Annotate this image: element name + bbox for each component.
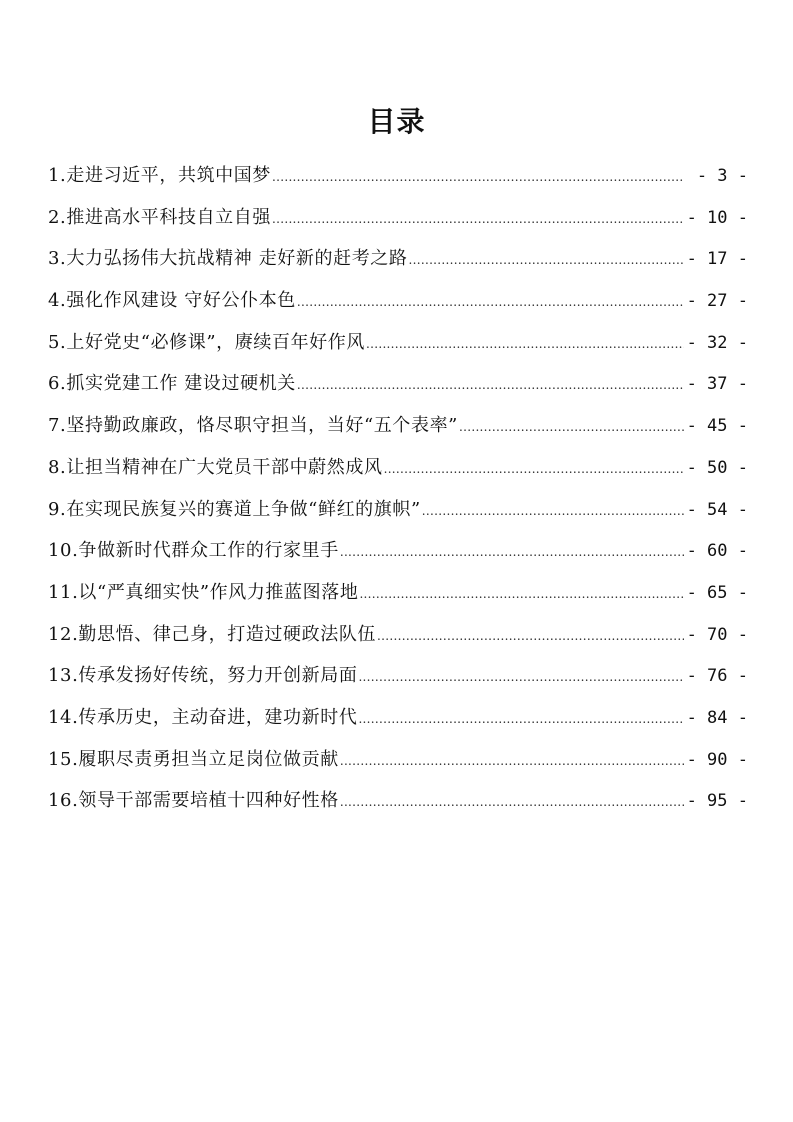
toc-entry-title: 8.让担当精神在广大党员干部中蔚然成风 bbox=[48, 456, 383, 478]
toc-entry-6[interactable] bbox=[48, 363, 748, 405]
toc-entry-title: 9.在实现民族复兴的赛道上争做“鲜红的旗帜” bbox=[48, 498, 421, 520]
toc-entry-3[interactable] bbox=[48, 238, 748, 280]
toc-entry-title: 3.大力弘扬伟大抗战精神 走好新的赶考之路 bbox=[48, 248, 408, 270]
table-of-contents bbox=[48, 155, 748, 822]
dot-leader bbox=[297, 282, 684, 324]
toc-entry-page-number: - 17 - bbox=[686, 249, 748, 270]
toc-entry-title: 10.争做新时代群众工作的行家里手 bbox=[48, 540, 339, 562]
dot-leader bbox=[459, 407, 684, 449]
toc-entry-title: 4.强化作风建设 守好公仆本色 bbox=[48, 290, 296, 312]
dot-leader bbox=[272, 199, 684, 241]
dot-leader bbox=[358, 657, 684, 699]
toc-entry-title: 14.传承历史，主动奋进，建功新时代 bbox=[48, 706, 358, 728]
dot-leader bbox=[297, 365, 684, 407]
toc-entry-page-number: - 84 - bbox=[686, 707, 748, 728]
toc-entry-10[interactable] bbox=[48, 530, 748, 572]
dot-leader bbox=[384, 449, 684, 491]
toc-entry-title: 2.推进高水平科技自立自强 bbox=[48, 206, 271, 228]
toc-entry-page-number: - 32 - bbox=[686, 332, 748, 353]
toc-entry-11[interactable] bbox=[48, 572, 748, 614]
toc-entry-2[interactable] bbox=[48, 197, 748, 239]
toc-entry-page-number: - 54 - bbox=[686, 499, 748, 520]
toc-entry-page-number: - 50 - bbox=[686, 457, 748, 478]
toc-entry-title: 5.上好党史“必修课”，赓续百年好作风 bbox=[48, 331, 365, 353]
dot-leader bbox=[366, 324, 684, 366]
toc-entry-page-number: - 10 - bbox=[686, 207, 748, 228]
toc-entry-7[interactable] bbox=[48, 405, 748, 447]
dot-leader bbox=[340, 532, 684, 574]
dot-leader bbox=[358, 699, 684, 741]
dot-leader bbox=[409, 240, 685, 282]
page-title: 目录 bbox=[367, 105, 426, 138]
toc-entry-15[interactable] bbox=[48, 739, 748, 781]
toc-entry-page-number: - 65 - bbox=[686, 582, 748, 603]
toc-entry-13[interactable] bbox=[48, 655, 748, 697]
toc-entry-8[interactable] bbox=[48, 447, 748, 489]
toc-entry-page-number: - 37 - bbox=[686, 374, 748, 395]
toc-entry-5[interactable] bbox=[48, 322, 748, 364]
toc-entry-title: 7.坚持勤政廉政，恪尽职守担当，当好“五个表率” bbox=[48, 415, 458, 437]
toc-entry-title: 6.抓实党建工作 建设过硬机关 bbox=[48, 373, 296, 395]
toc-entry-12[interactable] bbox=[48, 614, 748, 656]
dot-leader bbox=[359, 574, 684, 616]
toc-entry-page-number: - 70 - bbox=[686, 624, 748, 645]
toc-entry-page-number: - 3 - bbox=[696, 166, 748, 186]
toc-entry-title: 13.传承发扬好传统，努力开创新局面 bbox=[48, 665, 358, 687]
dot-leader bbox=[377, 616, 684, 658]
toc-entry-title: 16.领导干部需要培植十四种好性格 bbox=[48, 790, 339, 812]
dot-leader bbox=[340, 782, 684, 824]
toc-entry-page-number: - 60 - bbox=[686, 541, 748, 562]
toc-entry-title: 12.勤思悟、律己身，打造过硬政法队伍 bbox=[48, 623, 377, 645]
dot-leader bbox=[422, 491, 684, 533]
toc-entry-page-number: - 90 - bbox=[686, 749, 748, 770]
dot-leader bbox=[340, 741, 684, 783]
toc-entry-page-number: - 27 - bbox=[686, 291, 748, 312]
toc-entry-9[interactable] bbox=[48, 489, 748, 531]
dot-leader bbox=[272, 157, 684, 199]
toc-entry-title: 11.以“严真细实快”作风力推蓝图落地 bbox=[48, 581, 359, 603]
toc-entry-1[interactable] bbox=[48, 155, 748, 197]
toc-entry-title: 15.履职尽责勇担当立足岗位做贡献 bbox=[48, 748, 339, 770]
toc-entry-page-number: - 76 - bbox=[686, 666, 748, 687]
toc-entry-page-number: - 45 - bbox=[686, 416, 748, 437]
toc-entry-4[interactable] bbox=[48, 280, 748, 322]
toc-entry-page-number: - 95 - bbox=[686, 791, 748, 812]
toc-entry-title: 1.走进习近平，共筑中国梦 bbox=[48, 165, 271, 186]
toc-entry-14[interactable] bbox=[48, 697, 748, 739]
toc-entry-16[interactable] bbox=[48, 780, 748, 822]
